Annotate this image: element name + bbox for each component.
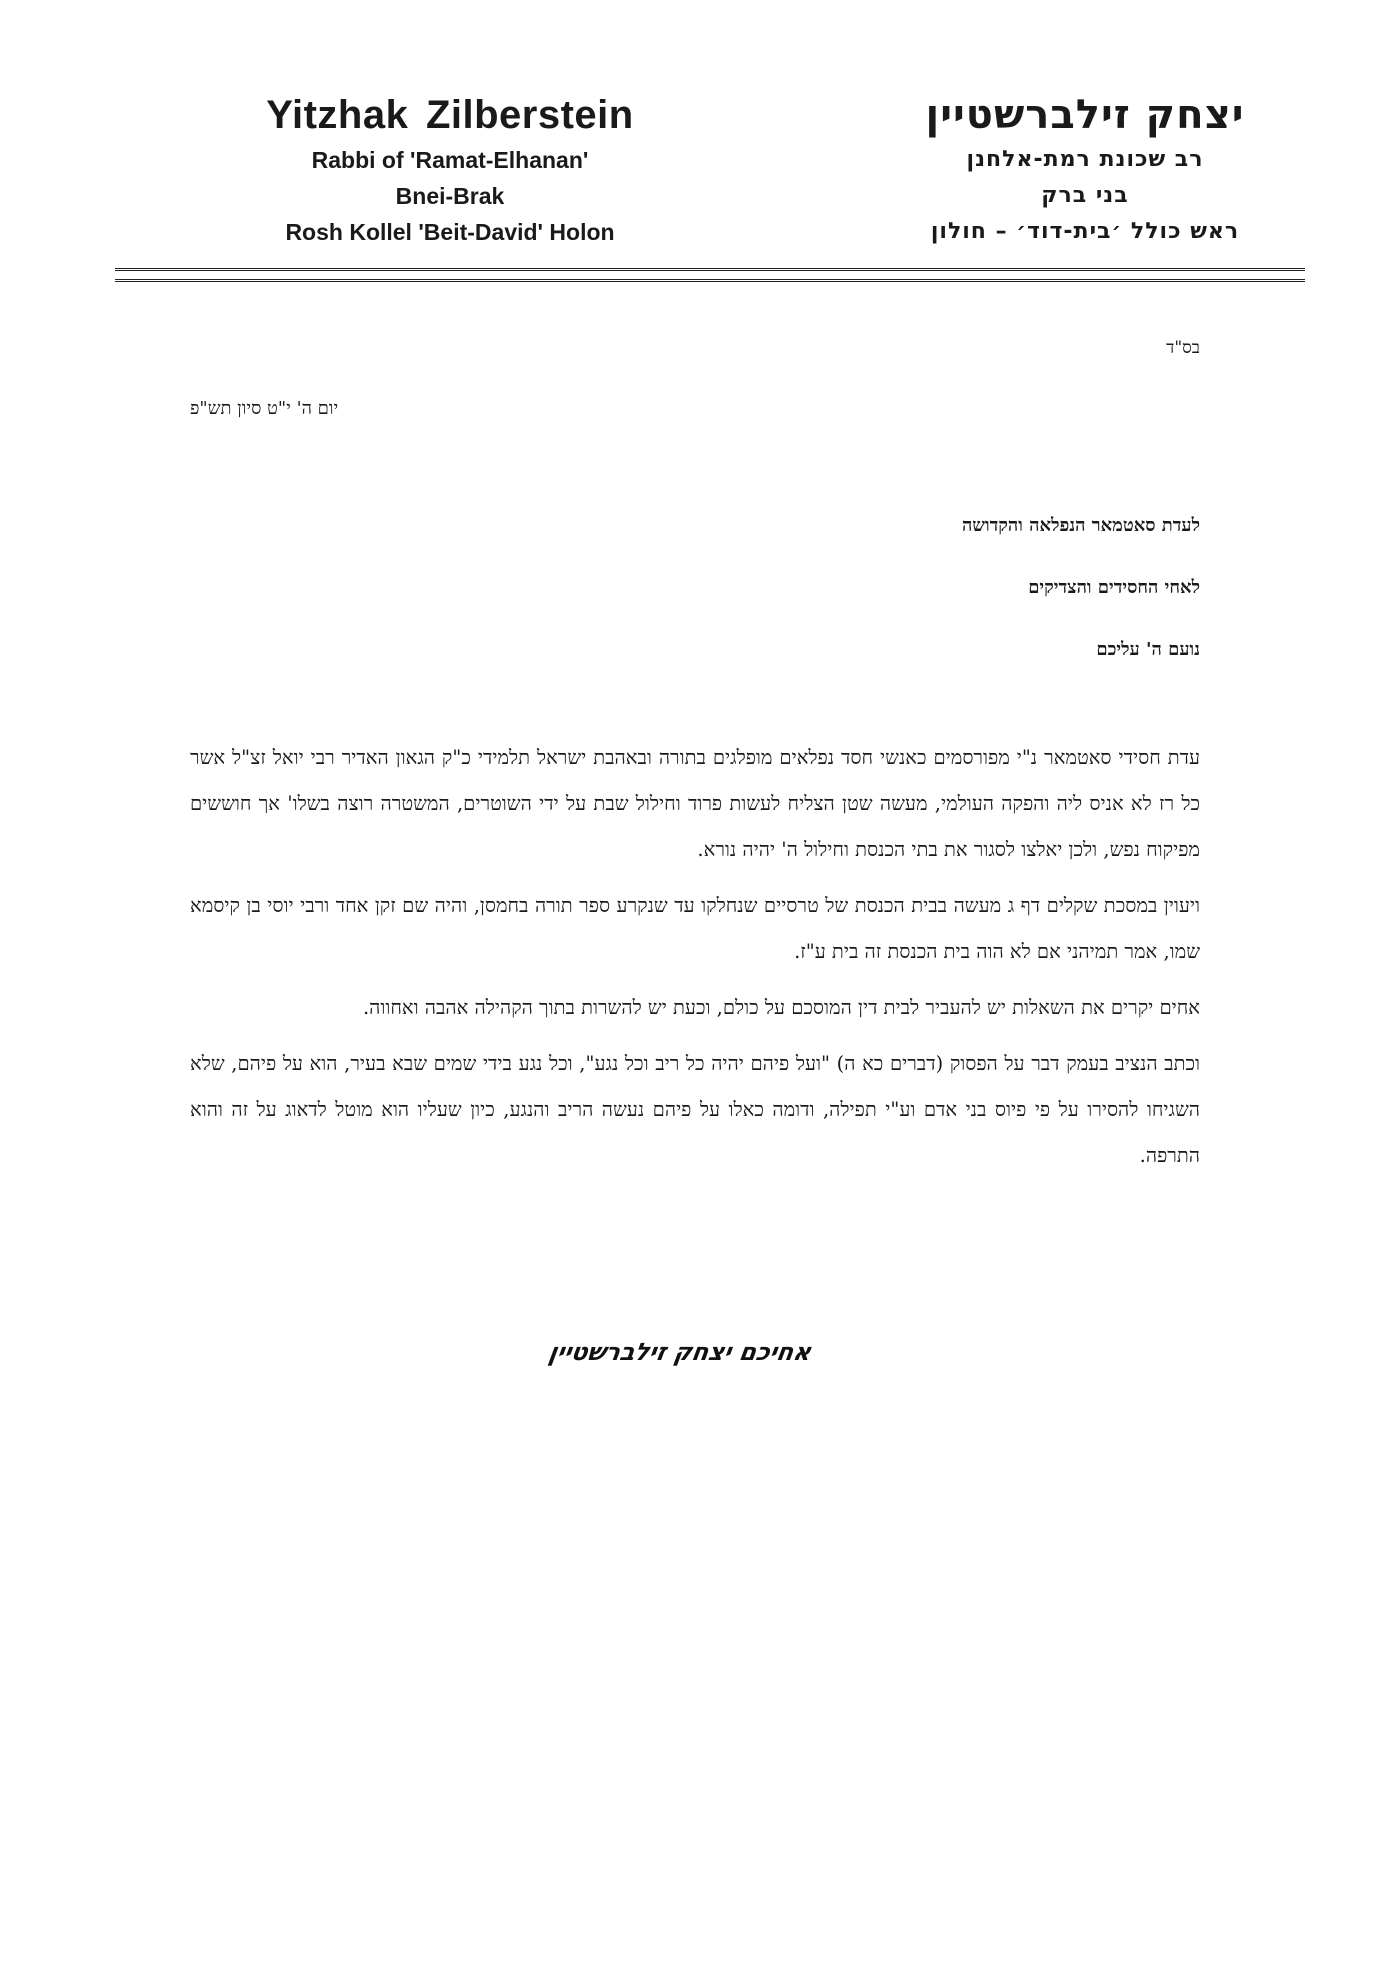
- letterhead-english: [190, 88, 710, 250]
- letter-body: [190, 735, 1200, 1189]
- letterhead-hebrew: [885, 88, 1285, 250]
- kollel-english-line: Rosh Kollel 'Beit-David' Holon: [285, 219, 615, 245]
- city-hebrew-line: בני ברק: [1041, 183, 1129, 208]
- letterhead-divider: [115, 268, 1305, 282]
- letter-date: יום ה' י"ט סיון תש"פ: [190, 398, 339, 419]
- title-english-line: Rabbi of 'Ramat-Elhanan': [311, 147, 589, 173]
- author-name-hebrew: יצחק זילברשטיין: [925, 92, 1245, 138]
- salutation-line: נועם ה' עליכם: [1096, 639, 1200, 660]
- body-paragraph: עדת חסידי סאטמאר נ"י מפורסמים כאנשי חסד נפלאים מופלגים בתורה ובאהבת ישראל תלמידי כ"ק הגאון האדיר רבי יואל זצ"ל אשר כל רז לא אניס ליה והפקה העולמי, מעשה שטן הצליח לעשות פרוד וחילול שבת על ידי השוטרים, המשטרה רוצה בשלו' אך חוששים מפיקוח נפש, ולכן יאלצו לסגור את בתי הכנסת וחילול ה' יהיה נורא.: [190, 746, 1200, 861]
- salutation-line: לעדת סאטמאר הנפלאה והקדושה: [961, 515, 1200, 536]
- city-english-line: Bnei-Brak: [395, 183, 505, 209]
- kollel-hebrew-line: ראש כולל ׳בית-דוד׳ – חולון: [930, 219, 1240, 244]
- letterhead: [115, 88, 1305, 260]
- body-paragraph: ויעוין במסכת שקלים דף ג מעשה בבית הכנסת של טרסיים שנחלקו עד שנקרע ספר תורה בחמסן, והיה שם זקן אחד ורבי יוסי בן קיסמא שמו, אמר תמיהני אם לא הוה בית הכנסת זה בית ע"ז.: [190, 894, 1200, 963]
- title-hebrew-line: רב שכונת רמת-אלחנן: [966, 147, 1204, 172]
- body-paragraph: וכתב הנציב בעמק דבר על הפסוק (דברים כא ה) "ועל פיהם יהיה כל ריב וכל נגע", וכל נגע בידי שמים שבא בעיר, הוא על פיהם, שלא השגיחו להסירו על פי פיוס בני אדם וע"י תפילה, ודומה כאלו על פיהם נעשה הריב והנגע, כיון שעליו הוא מוטל לדאוג על זה והוא התרפה.: [190, 1052, 1200, 1167]
- salutation-line: לאחי החסידים והצדיקים: [1028, 577, 1200, 598]
- author-name-english: Yitzhak Zilberstein: [266, 93, 634, 137]
- salutation: [600, 508, 1200, 694]
- body-paragraph: אחים יקרים את השאלות יש להעביר לבית דין המוסכם על כולם, וכעת יש להשרות בתוך הקהילה אהבה ואחווה.: [362, 996, 1200, 1019]
- bsd-heading: בס"ד: [1166, 338, 1200, 358]
- handwritten-signature: אחיכם יצחק זילברשטיין: [546, 1338, 814, 1366]
